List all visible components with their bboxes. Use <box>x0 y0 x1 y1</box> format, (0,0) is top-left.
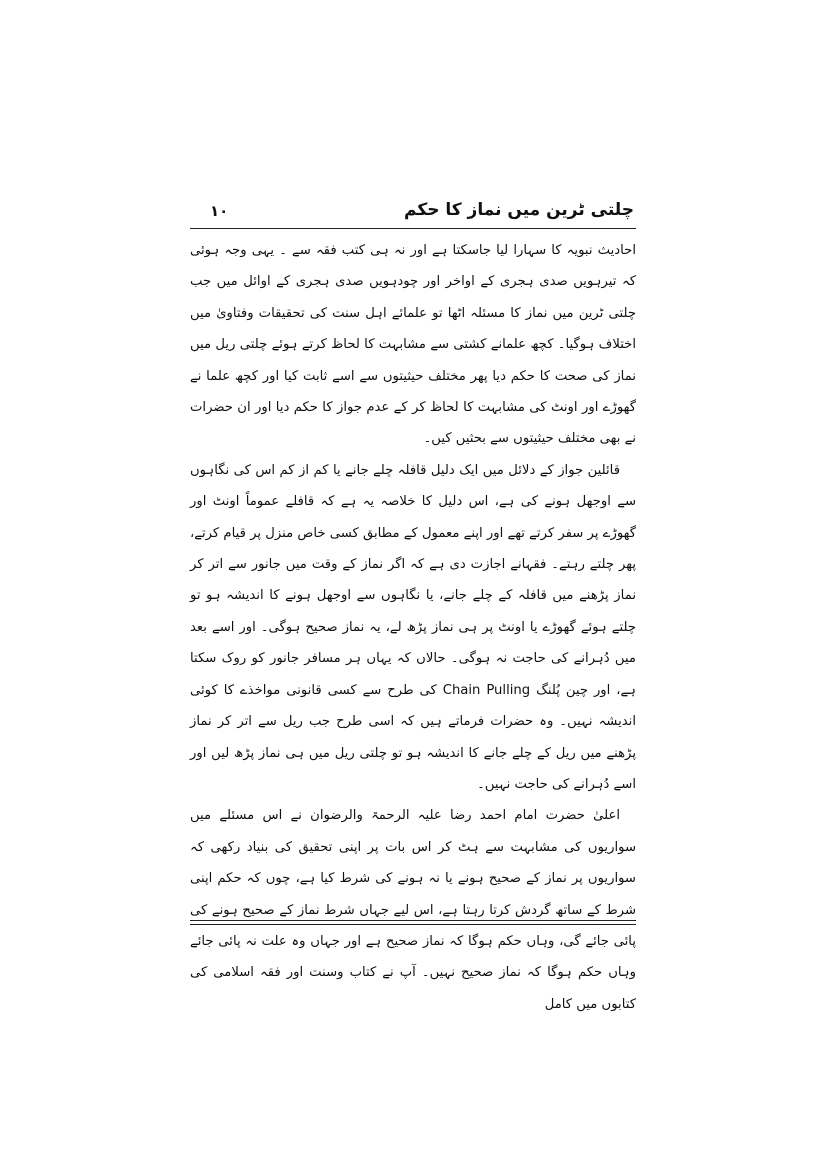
page-number: ۱۰ <box>210 202 229 220</box>
page-header <box>190 196 636 228</box>
header-rule <box>190 228 636 229</box>
body-text <box>190 235 636 1020</box>
paragraph-2: قائلین جواز کے دلائل میں ایک دلیل قافلہ چلے جانے یا کم از کم اس کی نگاہوں سے اوجھل ہونے کی ہے، اس دلیل کا خلاصہ یہ ہے کہ قافلے عموماً اونٹ اور گھوڑے پر سفر کرتے تھے اور اپنے معمول کے مطابق کسی خاص منزل پر قیام کرتے، پھر چلتے رہتے۔ فقہانے اجازت دی ہے کہ اگر نماز کے وقت میں جانور سے اتر کر نماز پڑھنے میں قافلہ کے چلے جانے، یا نگاہوں سے اوجھل ہونے کا اندیشہ ہو تو چلتے ہوئے گھوڑے یا اونٹ پر ہی نماز پڑھ لے، یہ نماز صحیح ہوگی۔ اور اسے بعد میں دُہرانے کی حاجت نہ ہوگی۔ حالاں کہ یہاں ہر مسافر جانور کو روک سکتا ہے، اور چین پُلنگ Chain Pulling کی طرح سے کسی قانونی مواخذے کا کوئی اندیشہ نہیں۔ وہ حضرات فرماتے ہیں کہ اسی طرح جب ریل سے اتر کر نماز پڑھنے میں ریل کے چلے جانے کا اندیشہ ہو تو چلتی ریل میں ہی نماز پڑھ لیں اور اسے دُہرانے کی حاجت نہیں۔ <box>190 462 636 792</box>
paragraph-1: احادیث نبویہ کا سہارا لیا جاسکتا ہے اور نہ ہی کتب فقہ سے ۔ یہی وجہ ہوئی کہ تیرہویں صدی ہجری کے اواخر اور چودہویں صدی ہجری کے اوائل میں جب چلتی ٹرین میں نماز کا مسئلہ اٹھا تو علمائے اہل سنت کی تحقیقات وفتاویٰ میں اختلاف ہوگیا۔ کچھ علمانے کشتی سے مشابہت کا لحاظ کرتے ہوئے چلتی ریل میں نماز کی صحت کا حکم دیا پھر مختلف حیثیتوں سے اسے ثابت کیا اور کچھ علما نے گھوڑے اور اونٹ کی مشابہت کا لحاظ کر کے عدم جواز کا حکم دیا اور ان حضرات نے بھی مختلف حیثیتوں سے بحثیں کیں۔ <box>190 243 636 447</box>
book-page <box>190 196 636 1012</box>
footer-rule-line <box>190 920 636 921</box>
footer-rule-line <box>190 924 636 925</box>
paragraph-3: اعلیٰ حضرت امام احمد رضا علیہ الرحمۃ والرضوان نے اس مسئلے میں سواریوں کی مشابہت سے ہٹ کر اس بات پر اپنی تحقیق کی بنیاد رکھی کہ سواریوں پر نماز کے صحیح ہونے یا نہ ہونے کی شرط کیا ہے، چوں کہ حکم اپنی شرط کے ساتھ گردش کرتا رہتا ہے، اس لیے جہاں شرط نماز کے صحیح ہونے کی پائی جائے گی، وہاں حکم ہوگا کہ نماز صحیح ہے اور جہاں وہ علت نہ پائی جائے وہاں حکم ہوگا کہ نماز صحیح نہیں۔ آپ نے کتاب وسنت اور فقہ اسلامی کی کتابوں میں کامل <box>190 808 636 1012</box>
running-title: چلتی ٹرین میں نماز کا حکم <box>403 200 634 220</box>
footer-double-rule <box>190 920 636 928</box>
